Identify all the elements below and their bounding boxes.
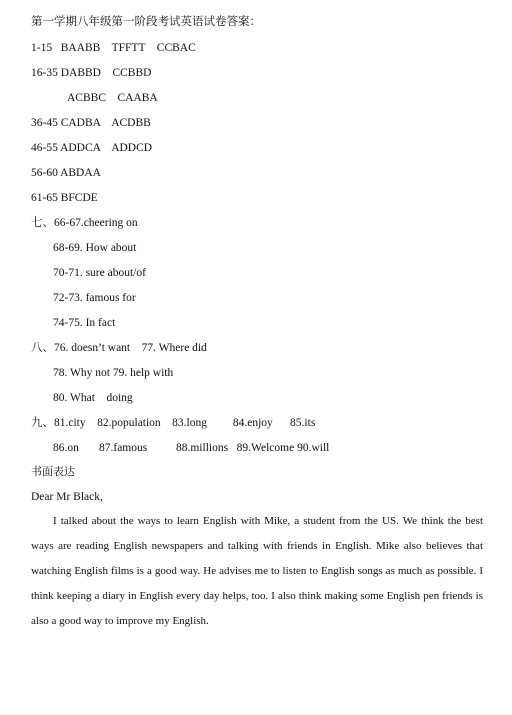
answer-line-section-8: 八、76. doesn’t want 77. Where did xyxy=(31,342,207,354)
letter-salutation: Dear Mr Black, xyxy=(31,491,103,503)
answer-line-section-7: 七、66-67.cheering on xyxy=(31,217,138,229)
answer-line-70-71: 70-71. sure about/of xyxy=(53,267,146,279)
letter-body: I talked about the ways to learn English with Mike, a student from the US. We think the best ways are reading English newspapers and talking with friends in English. Mike also believes that watching English films is a good way. He advises me to listen to English songs as much as possible. I think keeping a diary in English every day helps, too. I also think making some English pen friends is also a good way to improve my English. xyxy=(31,515,483,627)
answer-line-86-90: 86.on 87.famous 88.millions 89.Welcome 90.will xyxy=(53,442,330,454)
writing-heading: 书面表达 xyxy=(31,466,75,478)
answer-line-16-35-a: 16-35 DABBD CCBBD xyxy=(31,67,152,79)
answer-line-16-35-b: ACBBC CAABA xyxy=(67,92,158,104)
document-title: 第一学期八年级第一阶段考试英语试卷答案： xyxy=(31,16,261,28)
answer-line-80: 80. What doing xyxy=(53,392,133,404)
answer-line-74-75: 74-75. In fact xyxy=(53,317,116,329)
answer-line-72-73: 72-73. famous for xyxy=(53,292,136,304)
answer-line-56-60: 56-60 ABDAA xyxy=(31,167,101,179)
answer-line-section-9: 九、81.city 82.population 83.long 84.enjoy 85.its xyxy=(31,417,316,429)
answer-line-46-55: 46-55 ADDCA ADDCD xyxy=(31,142,153,154)
answer-line-36-45: 36-45 CADBA ACDBB xyxy=(31,117,151,129)
answer-line-68-69: 68-69. How about xyxy=(53,242,137,254)
answer-line-1-15: 1-15 BAABB TFFTT CCBAC xyxy=(31,42,196,54)
answer-line-61-65: 61-65 BFCDE xyxy=(31,192,98,204)
answer-line-78-79: 78. Why not 79. help with xyxy=(53,367,174,379)
